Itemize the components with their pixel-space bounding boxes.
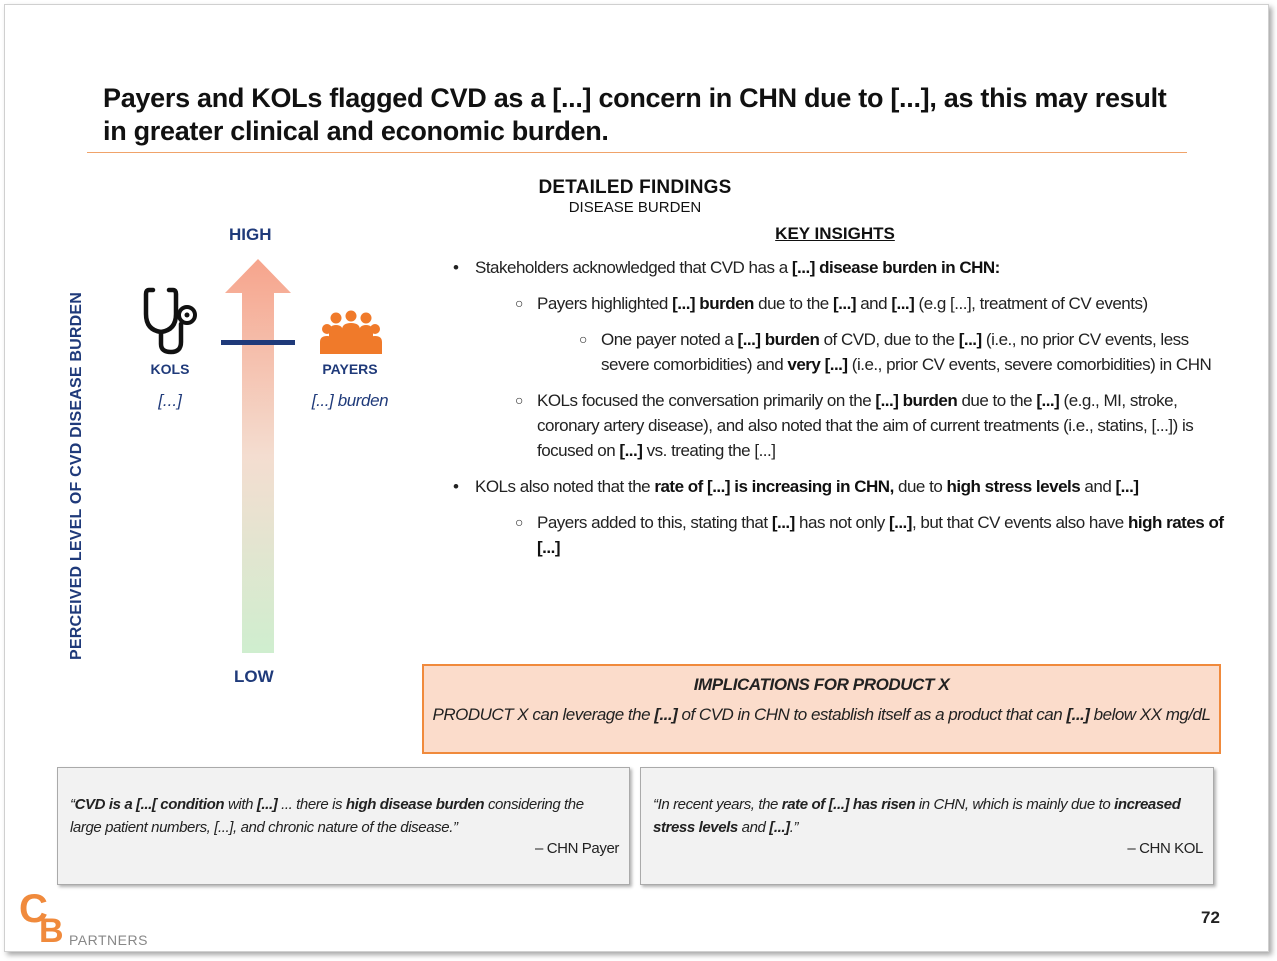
payers-level-value: [...] burden	[311, 391, 389, 410]
slide	[4, 4, 1269, 952]
insight-text: One payer noted a [...] burden of CVD, due to the [...] (i.e., no prior CV events, less severe comorbidities) and very [...] (i.e., prior CV events, severe comorbidities) in CHN	[601, 330, 1212, 374]
key-insights-heading: KEY INSIGHTS	[775, 224, 895, 243]
insight-bullet: • KOLs also noted that the rate of [...] is increasing in CHN, due to high stress levels and [...]	[453, 477, 1139, 496]
gradient-scale-arrow	[223, 257, 293, 657]
implications-title: IMPLICATIONS FOR PRODUCT X	[693, 675, 950, 694]
section-subheading: DISEASE BURDEN	[568, 199, 702, 216]
logo-letter-c: C	[19, 887, 48, 931]
payers-label: PAYERS	[322, 361, 378, 377]
insight-bullet: • Stakeholders acknowledged that CVD has a [...] disease burden in CHN:	[453, 258, 1000, 277]
insight-text: Stakeholders acknowledged that CVD has a [...] disease burden in CHN:	[475, 258, 1000, 277]
logo-letter-b: B	[39, 912, 64, 950]
quote-source: – CHN KOL	[1127, 840, 1203, 857]
section-header	[495, 177, 775, 216]
insight-text: Payers highlighted [...] burden due to the [...] and [...] (e.g [...], treatment of CV events)	[537, 294, 1148, 313]
slide-title: Payers and KOLs flagged CVD as a [...] concern in CHN due to [...], as this may result in greater clinical and economic burden.	[103, 83, 1167, 146]
level-marker-line	[221, 340, 295, 345]
y-axis-label: PERCEIVED LEVEL OF CVD DISEASE BURDEN	[68, 291, 85, 660]
insight-sub-bullet: ○ Payers highlighted [...] burden due to the [...] and [...] (e.g [...], treatment of CV events)	[515, 294, 1148, 313]
insight-sub-sub-bullet: ○ One payer noted a [...] burden of CVD, due to the [...] (i.e., no prior CV events, less severe comorbidities) and very [...] (i.e., prior CV events, severe comorbidities) in CHN	[579, 330, 1212, 374]
quote-box-payer	[57, 767, 630, 885]
quote-source: – CHN Payer	[535, 840, 619, 857]
insight-sub-bullet: ○ KOLs focused the conversation primarily on the [...] burden due to the [...] (e.g., MI, stroke, coronary artery disease), and also noted that the aim of current treatments (i.e., statins, [...]) is focused on [...] vs. treating the [...]	[515, 391, 1194, 460]
stethoscope-icon	[143, 286, 199, 356]
insight-text: KOLs also noted that the rate of [...] is increasing in CHN, due to high stress levels and [...]	[475, 477, 1139, 496]
insight-sub-bullet: ○ Payers added to this, stating that [...] has not only [...], but that CV events also have high rates of [...]	[515, 513, 1224, 557]
scale-low-label: LOW	[234, 667, 274, 686]
quote-text: “In recent years, the rate of [...] has risen in CHN, which is mainly due to increased stress levels and [...].”	[653, 796, 1181, 836]
logo-text: PARTNERS	[69, 932, 148, 948]
title-divider	[87, 152, 1187, 153]
section-heading: DETAILED FINDINGS	[538, 177, 732, 198]
page-number: 72	[1201, 908, 1220, 927]
group-people-icon	[318, 310, 384, 356]
implications-callout	[422, 664, 1221, 754]
quote-box-kol	[640, 767, 1214, 885]
insight-text: Payers added to this, stating that [...] has not only [...], but that CV events also have high rates of [...]	[537, 513, 1224, 557]
kols-label: KOLS	[150, 361, 190, 377]
key-insights-list	[445, 255, 1235, 571]
quote-text: “CVD is a [...[ condition with [...] ... there is high disease burden considering the large patient numbers, [...], and chronic nature of the disease.”	[70, 796, 584, 836]
kols-level-value: [...]	[158, 391, 182, 410]
insight-text: KOLs focused the conversation primarily on the [...] burden due to the [...] (e.g., MI, stroke, coronary artery disease), and also noted that the aim of current treatments (i.e., statins, [...]) is focused on [...] vs. treating the [...]	[537, 391, 1194, 460]
implications-text: PRODUCT X can leverage the [...] of CVD in CHN to establish itself as a product that can [...] below XX mg/dL	[432, 705, 1211, 724]
scale-high-label: HIGH	[229, 225, 272, 244]
